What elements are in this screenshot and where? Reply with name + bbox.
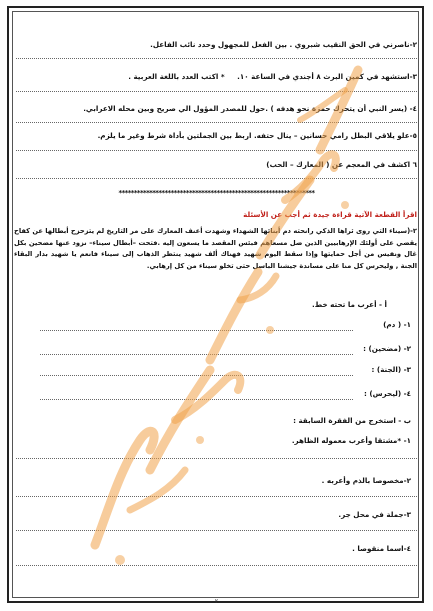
question-6: ٦ اكشف في المعجم عن ( المعارك – الحب): [266, 160, 417, 169]
question-3: [16, 72, 417, 82]
answer-line: [40, 354, 353, 355]
part-b-item-4: ٤-اسما منقوصا .: [352, 544, 411, 553]
answer-line: [16, 150, 417, 151]
part-a-item-1: ١- ( دم): [383, 320, 411, 329]
question-2: ٢-ناصرني في الحق النقيب شبروي . بين الفعل للمجهول وحدد نائب الفاعل.: [150, 40, 417, 49]
answer-line: [16, 530, 417, 531]
answer-line: [16, 178, 417, 179]
part-a-title: أ - أعرب ما تحته خط.: [312, 300, 387, 309]
reading-passage: ٢-(سيناء التي روى ثراها الذكي رانحته دم أبنائها الشهداء وشهدت أعنف المعارك على مر التاريخ لم يتزحزح أبطالها عن كفاح يقضي على أولئك الإرهابيين الذين ضل مسعاهم فبئس المقصد ما يسعون إليه .فتحت –أبطال سيناء– نزود عنها مضحين بكل غال ونفيس من أجل حمايتها وإذا سقط اليوم شهيد فهناك ألف شهيد ينتظر الذهاب إلى سيناء فانعم يا شهيد بدار البقاء الجنة , وليحرس كل منا على مساندة جيشنا الباسل حتى تخلو سيناء من كل إرهابي.: [14, 227, 417, 270]
question-4: ٤- (يسر النبي أن يتحرك حمزة نحو هدفه ) .حول للمصدر المؤول الي صريح وبين محله الاعرابي.: [83, 104, 417, 113]
question-5: ٥-علو يلاقي البطل رامي حسانين – ينال حتفه. اربط بين الجملتين بأداة شرط وغير ما يلزم.: [97, 131, 417, 140]
answer-line: [16, 565, 417, 566]
answer-line: [16, 122, 417, 123]
part-b-item-2: ٢-مخصوصا بالذم وأعربه .: [321, 476, 411, 485]
part-b-item-3: ٣-جملة في محل جر.: [338, 510, 411, 519]
question-3-text: ٣-استشهد في كمين البرث ٨ أجندي في الساعة ١٠.: [237, 72, 417, 81]
reading-title: اقرأ القطعة الآتية قراءة جيدة ثم أجب عن الأسئلة: [243, 210, 417, 219]
part-b-item-1: ١- *مشتقا وأعرب معموله الظاهر.: [291, 436, 411, 445]
question-3-task: * اكتب العدد باللغة العربية .: [128, 72, 225, 81]
answer-line: [16, 91, 417, 92]
answer-line: [16, 496, 417, 497]
part-b-title: ب - استخرج من الفقرة السابقة :: [293, 416, 411, 425]
answer-line: [40, 330, 353, 331]
star-divider: ****************************************************************: [118, 189, 315, 197]
answer-line: [40, 375, 353, 376]
part-a-item-3: ٣- (الجنة) :: [371, 365, 411, 374]
answer-line: [16, 458, 417, 459]
answer-line: [16, 58, 417, 59]
page-number: ٢: [214, 598, 219, 605]
part-a-item-4: ٤- (ليحرس) :: [363, 389, 411, 398]
part-a-item-2: ٢- (مضحين) :: [363, 344, 411, 353]
answer-line: [40, 399, 353, 400]
